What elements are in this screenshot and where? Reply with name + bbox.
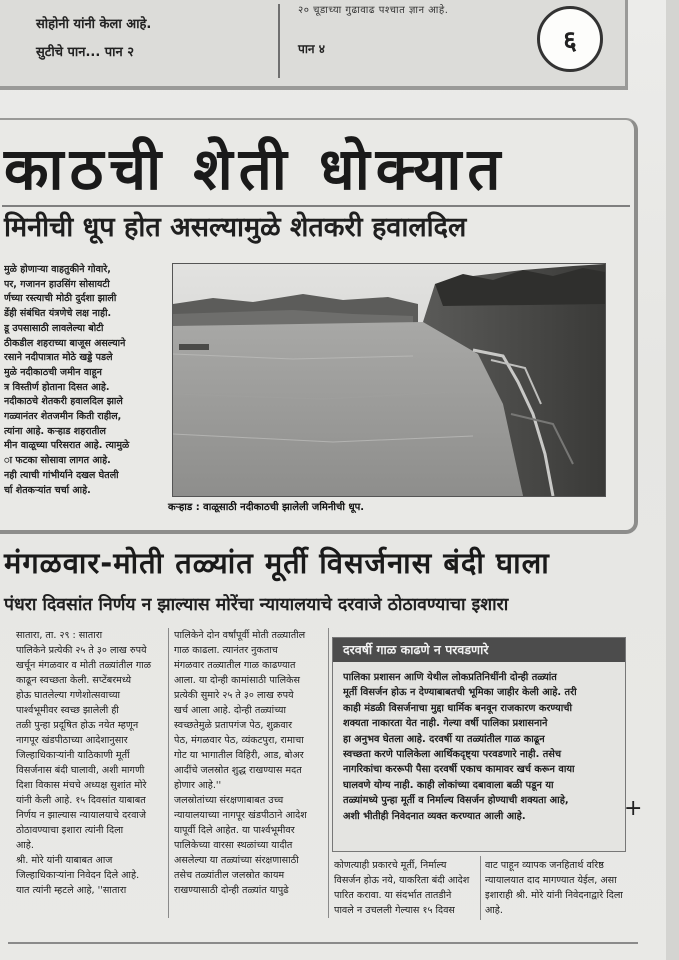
text-line: आहे. — [16, 840, 34, 851]
text-line: यापूर्वी दिले आहेत. या पार्श्वभूमीवर — [174, 825, 295, 836]
story2-headline: मंगळवार-मोती तळ्यांत मूर्ती विसर्जनास बंदी घाला — [4, 546, 550, 580]
text-line: पालिकेने प्रत्येकी २५ ते ३० लाख रुपये — [16, 645, 147, 656]
text-line: निर्णय न झाल्यास न्यायालयाचे दरवाजे — [16, 810, 147, 821]
text-line: पालिका प्रशासन आणि येथील लोकप्रतिनिधींनी दोन्ही तळ्यांत — [343, 672, 557, 683]
text-line: सातारा, ता. २९ : सातारा — [16, 630, 103, 641]
text-line: जिल्हाधिकाऱ्यांना निवेदन दिले आहे. — [16, 870, 140, 881]
previous-page-strip — [0, 0, 628, 90]
text-line: र्चा शेतकऱ्यांत चर्चा आहे. — [4, 484, 91, 496]
text-line: र्णच्या रस्त्याची मोठी दुर्दशा झाली — [4, 293, 117, 305]
text-line: खर्चून मंगळवार व मोती तळ्यांतील गाळ — [16, 660, 152, 671]
continued-label: सुटीचे पान... पान २ — [36, 45, 135, 60]
text-line: पेठ, मंगळवार पेठ, व्यंकटपुरा, रामाचा — [174, 735, 304, 746]
text-line: न्यायालयात दाद मागण्यात येईल, असा — [485, 875, 617, 886]
text-line: अशी भीतीही निवेदनात व्यक्त करण्यात आली आहे. — [343, 810, 526, 822]
page-bottom-rule — [8, 942, 638, 944]
text-line: पालिकेने दोन वर्षांपूर्वी मोती तळ्यातील — [174, 630, 306, 641]
story1-subheadline: मिनीची धूप होत असल्यामुळे शेतकरी हवालदिल — [4, 212, 467, 243]
column-divider — [278, 4, 280, 78]
text-line: न्यायालयाच्या नागपूर खंडपीठाने आदेश — [174, 810, 307, 821]
text-line: आहे. — [485, 905, 503, 916]
story1-text-column — [4, 263, 162, 498]
headline-rule — [2, 205, 630, 207]
text-line: होणार आहे.'' — [174, 780, 222, 791]
text-line: र्डेही संबंधित यंत्रणेचे लक्ष नाही. — [4, 308, 112, 320]
text-line: पारित करावा. या संदर्भात तातडीने — [334, 890, 452, 901]
text-line: हा अनुभव घेतला आहे. दरवर्षी या तळ्यांतील गाळ काढून — [343, 733, 545, 745]
text-line: मुळे होणाऱ्या वाहतुकीने गोवारे, — [4, 264, 111, 275]
text-line: मीन वाळूच्या परिसरात आहे. त्यामुळे — [4, 440, 130, 452]
riverbank-erosion-photo — [172, 263, 606, 497]
text-line: पर, गजानन हाउसिंग सोसायटी — [4, 278, 110, 290]
text-line: खर्च आला आहे. दोन्ही तळ्यांच्या — [174, 705, 286, 716]
text-line: यांनी केली आहे. १५ दिवसांत याबाबत — [16, 795, 146, 806]
text-line: गाळ काढला. त्यानंतर नुकताच — [174, 645, 278, 656]
text-line: नागरिकांचा कररूपी पैसा दरवर्षी एकाच कामावर खर्च करून वाया — [343, 764, 575, 776]
text-line: पालिकेच्या वारसा स्थळांच्या यादीत — [174, 840, 293, 851]
text-line: रसाने नदीपात्रात मोठे खड्डे पडले — [4, 352, 113, 364]
text-line: काही मंडळी विसर्जनाचा मुद्दा धार्मिक बनवून राजकारण करण्याची — [343, 702, 573, 714]
photo-caption: कऱ्हाड : वाळूसाठी नदीकाठची झालेली जमिनीची धूप. — [168, 502, 365, 513]
text-line: मूर्ती विसर्जन होऊ न देण्याबाबतची भूमिका जाहीर केली आहे. तरी — [343, 687, 577, 699]
text-line: असलेल्या या तळ्यांच्या संरक्षणासाठी — [174, 855, 299, 866]
story2-column-3 — [334, 858, 477, 918]
story2-column-1 — [16, 628, 166, 898]
text-line: काढून स्वच्छता केली. सप्टेंबरमध्ये — [16, 675, 132, 686]
page-logo-icon: ६ — [537, 6, 603, 72]
text-line: वाट पाहून व्यापक जनहितार्थ वरिष्ठ — [485, 860, 604, 871]
text-line: पावले न उचलली गेल्यास १५ दिवस — [334, 905, 455, 916]
text-line: कोणत्याही प्रकारचे मूर्ती, निर्माल्य — [334, 860, 447, 871]
text-line: ठीकडील शहराच्या बाजूस असल्याने — [4, 337, 126, 349]
story2-subheadline: पंधरा दिवसांत निर्णय न झाल्यास मोरेंचा न्यायालयाचे दरवाजे ठोठावण्याचा इशारा — [4, 595, 509, 615]
story1-headline: काठची शेती धोक्यात — [4, 135, 507, 203]
text-line: तसेच तळ्यांतील जलस्रोत कायम — [174, 870, 285, 881]
text-line: विसर्जन होऊ नये, याकरिता बंदी आदेश — [334, 875, 470, 886]
text-line: स्वच्छतेमुळे प्रतापगंज पेठ, शुक्रवार — [174, 720, 293, 731]
text-line: आला. या दोन्ही कामांसाठी पालिकेस — [174, 675, 300, 686]
text-line: दिशा विकास मंचचे अध्यक्ष सुशांत मोरे — [16, 780, 147, 791]
text-line: नही त्याची गांभीर्याने दखल घेतली — [4, 469, 119, 481]
text-line: गळ्यानंतर शेतजमीन किती राहील, — [4, 411, 122, 423]
column-divider — [328, 628, 329, 918]
text-line: ा फटका सोसावा लागत आहे. — [4, 455, 111, 467]
text-line: पार्श्वभूमीवर स्वच्छ झालेली ही — [16, 705, 119, 716]
text-line: प्रत्येकी सुमारे २५ ते ३० लाख रुपये — [174, 690, 294, 701]
cut-off-line: २० चूडाच्या गुढावाढ पश्चात ज्ञान आहे. — [298, 5, 449, 16]
box-body — [343, 670, 619, 824]
text-line: शक्यता नाकारता येत नाही. गेल्या वर्षी पालिका प्रशासनाने — [343, 718, 548, 730]
text-line: आदींचे जलस्रोत शुद्ध राखण्यास मदत — [174, 765, 302, 776]
column-divider — [480, 856, 481, 920]
text-line: होऊ घातलेल्या गणेशोत्सवाच्या — [16, 690, 121, 701]
text-line: त्र विस्तीर्ण होताना दिसत आहे. — [4, 381, 110, 393]
story2-column-2 — [174, 628, 324, 898]
text-line: जिल्हाधिकाऱ्यांनी याठिकाणी मूर्ती — [16, 750, 130, 761]
text-line: त्यांना आहे. कऱ्हाड शहरातील — [4, 425, 106, 437]
text-line: तळ्यांमध्ये पुन्हा मूर्ती व निर्माल्य विसर्जन होण्याची शक्यता आहे, — [343, 795, 569, 807]
text-line: इशाराही श्री. मोरे यांनी निवेदनाद्वारे दिला — [485, 890, 623, 901]
sidebar-box-desilting — [332, 637, 626, 852]
previous-story-end: सोहोनी यांनी केला आहे. — [36, 17, 152, 32]
column-divider — [168, 628, 169, 918]
river-photo-illustration — [173, 264, 605, 496]
text-line: मंगळवार तळ्यातील गाळ काढण्यात — [174, 660, 296, 671]
text-line: ठोठावण्याचा इशारा त्यांनी दिला — [16, 825, 124, 836]
text-line: डू उपसासाठी लावलेल्या बोटी — [4, 322, 104, 334]
text-line: गोट या भागातील विहिरी, आड, बोअर — [174, 750, 304, 761]
story2-column-4 — [485, 858, 625, 918]
crosshair-icon: + — [624, 796, 643, 821]
text-line: नागपूर खंडपीठाच्या आदेशानुसार — [16, 735, 128, 746]
text-line: घालवणे योग्य नाही. काही लोकांच्या दबावाला बळी पडून या — [343, 779, 554, 791]
page-number-label: पान ४ — [298, 42, 326, 56]
text-line: जलस्रोतांच्या संरक्षणाबाबत उच्च — [174, 795, 284, 806]
text-line: मुळे नदीकाठची जमीन वाहून — [4, 366, 102, 378]
text-line: विसर्जनास बंदी घालावी, अशी मागणी — [16, 765, 145, 776]
text-line: श्री. मोरे यांनी याबाबत आज — [16, 855, 113, 866]
text-line: राखण्यासाठी दोन्ही तळ्यांत यापुढे — [174, 885, 289, 896]
box-title: दरवर्षी गाळ काढणे न परवडणारे — [333, 638, 625, 662]
text-line: तळी पुन्हा प्रदूषित होऊ नयेत म्हणून — [16, 720, 139, 731]
paper-edge — [666, 0, 679, 960]
text-line: यात त्यांनी म्हटले आहे, ''सातारा — [16, 885, 127, 896]
text-line: नदीकाठचे शेतकरी हवालदिल झाले — [4, 396, 123, 408]
text-line: स्वच्छता करणे पालिकेला आर्थिकदृष्ट्या परवडणारे नाही. तसेच — [343, 749, 562, 761]
